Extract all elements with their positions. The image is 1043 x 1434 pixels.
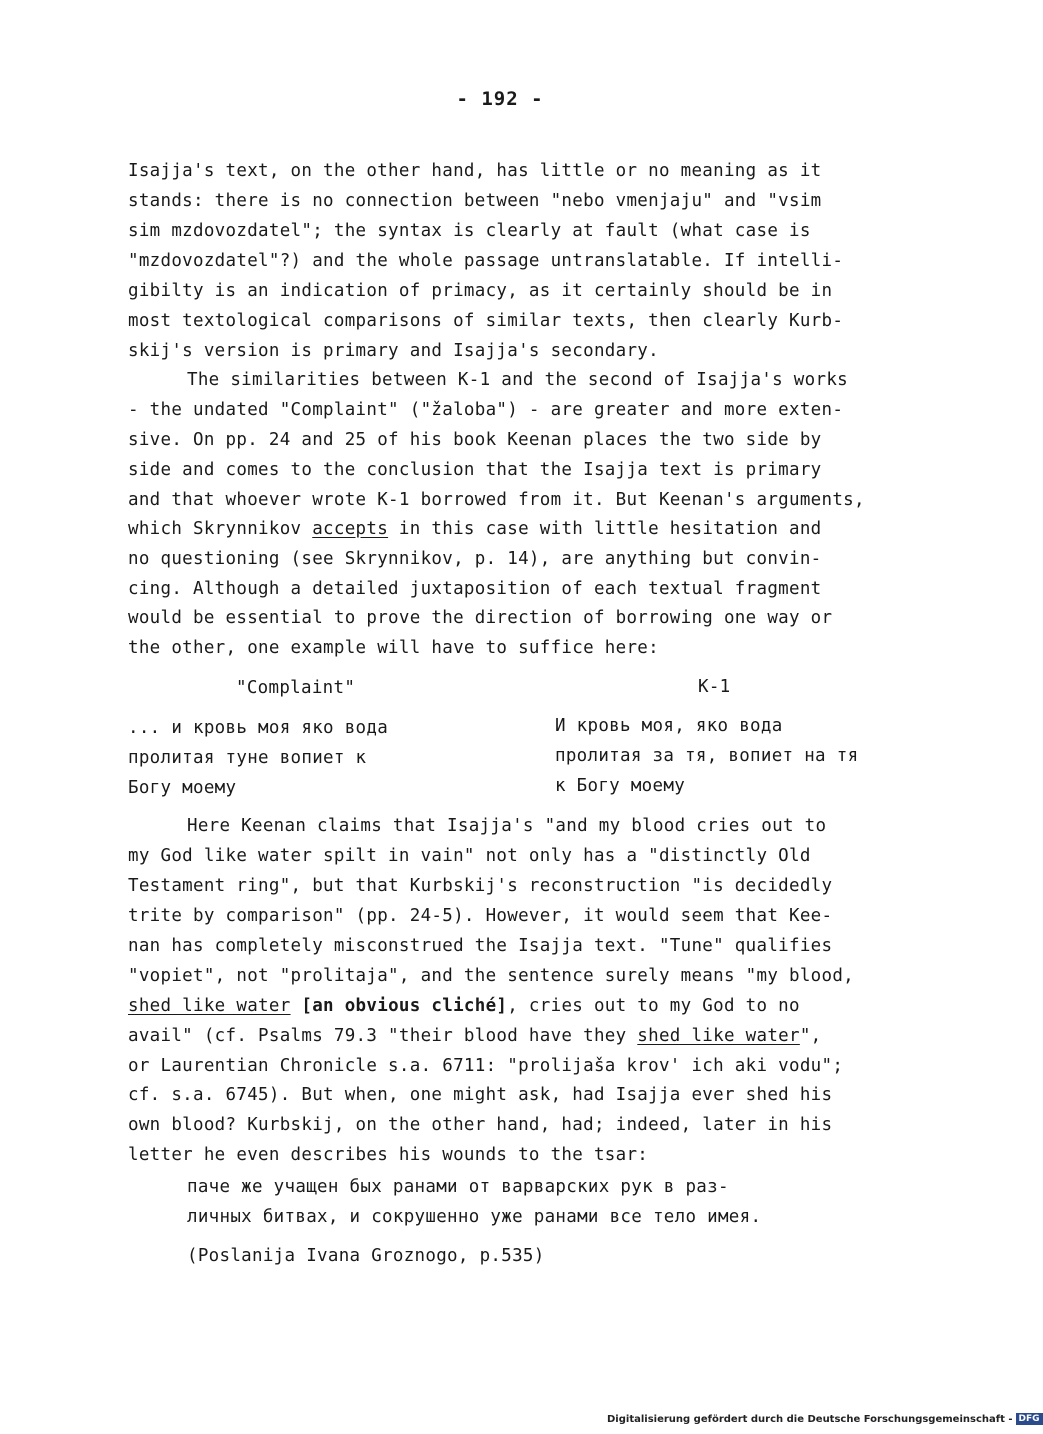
- k1-line: пролитая за тя, вопиет на тя: [555, 746, 859, 766]
- text-run: , cries out to my God to no: [507, 996, 800, 1016]
- text-line: [128, 1025, 822, 1047]
- underlined-phrase: shed like water: [128, 996, 291, 1016]
- text-line: nan has completely misconstrued the Isajja text. "Tune" qualifies: [128, 936, 833, 956]
- text-line: and that whoever wrote K-1 borrowed from it. But Keenan's arguments,: [128, 490, 865, 510]
- digitization-footer: [607, 1413, 1043, 1425]
- k1-line: к Богу моему: [555, 776, 686, 796]
- text-run: in this case with little hesitation and: [388, 519, 822, 539]
- text-line: The similarities between K-1 and the second of Isajja's works: [187, 370, 848, 390]
- text-line: skij's version is primary and Isajja's secondary.: [128, 341, 659, 361]
- text-run: avail" (cf. Psalms 79.3 "their blood have they: [128, 1026, 638, 1046]
- text-line: no questioning (see Skrynnikov, p. 14), are anything but convin-: [128, 549, 822, 569]
- text-line: Testament ring", but that Kurbskij's reconstruction "is decidedly: [128, 876, 833, 896]
- text-line: [128, 518, 822, 540]
- underlined-phrase: shed like water: [637, 1026, 800, 1046]
- text-run: ",: [799, 1026, 822, 1046]
- complaint-line: ... и кровь моя яко вода: [128, 718, 389, 738]
- text-line: "mzdovozdatel"?) and the whole passage untranslatable. If intelli-: [128, 251, 844, 271]
- text-line: [128, 995, 800, 1017]
- text-line: or Laurentian Chronicle s.a. 6711: "prolijaša krov' ich aki vodu";: [128, 1056, 844, 1076]
- text-line: own blood? Kurbskij, on the other hand, had; indeed, later in his: [128, 1115, 833, 1135]
- underlined-word: accepts: [312, 519, 389, 539]
- text-line: most textological comparisons of similar texts, then clearly Kurb-: [128, 311, 844, 331]
- text-run: which Skrynnikov: [128, 519, 313, 539]
- quote-line: паче же учащен бых ранами от варварских рук в раз-: [187, 1177, 729, 1197]
- quote-line: личных битвах, и сокрушенно уже ранами все тело имея.: [187, 1207, 762, 1227]
- text-line: - the undated "Complaint" ("žaloba") - are greater and more exten-: [128, 400, 844, 420]
- page-number: - 192 -: [456, 88, 544, 110]
- k1-line: И кровь моя, яко вода: [555, 716, 783, 736]
- text-line: Isajja's text, on the other hand, has little or no meaning as it: [128, 161, 822, 181]
- text-line: cf. s.a. 6745). But when, one might ask, had Isajja ever shed his: [128, 1085, 833, 1105]
- complaint-line: пролитая туне вопиет к: [128, 748, 367, 768]
- complaint-line: Богу моему: [128, 778, 237, 798]
- bracketed-insertion: [an obvious cliché]: [290, 996, 508, 1016]
- text-line: side and comes to the conclusion that the Isajja text is primary: [128, 460, 822, 480]
- text-line: letter he even describes his wounds to the tsar:: [128, 1145, 649, 1165]
- text-line: sive. On pp. 24 and 25 of his book Keenan places the two side by: [128, 430, 822, 450]
- text-line: "vopiet", not "prolitaja", and the sentence surely means "my blood,: [128, 966, 855, 986]
- column-heading-k1: K-1: [698, 677, 731, 697]
- text-line: the other, one example will have to suffice here:: [128, 638, 659, 658]
- citation: (Poslanija Ivana Groznogo, p.535): [187, 1246, 545, 1266]
- footer-text: Digitalisierung gefördert durch die Deutsche Forschungsgemeinschaft -: [607, 1414, 1013, 1425]
- text-line: would be essential to prove the direction of borrowing one way or: [128, 608, 833, 628]
- dfg-logo: DFG: [1016, 1413, 1043, 1425]
- text-line: my God like water spilt in vain" not only has a "distinctly Old: [128, 846, 811, 866]
- text-line: gibilty is an indication of primacy, as it certainly should be in: [128, 281, 833, 301]
- text-line: trite by comparison" (pp. 24-5). However, it would seem that Kee-: [128, 906, 833, 926]
- text-line: sim mzdovozdatel"; the syntax is clearly at fault (what case is: [128, 221, 811, 241]
- text-line: cing. Although a detailed juxtaposition of each textual fragment: [128, 579, 822, 599]
- text-line: Here Keenan claims that Isajja's "and my blood cries out to: [187, 816, 827, 836]
- column-heading-complaint: "Complaint": [236, 678, 356, 698]
- text-line: stands: there is no connection between "nebo vmenjaju" and "vsim: [128, 191, 822, 211]
